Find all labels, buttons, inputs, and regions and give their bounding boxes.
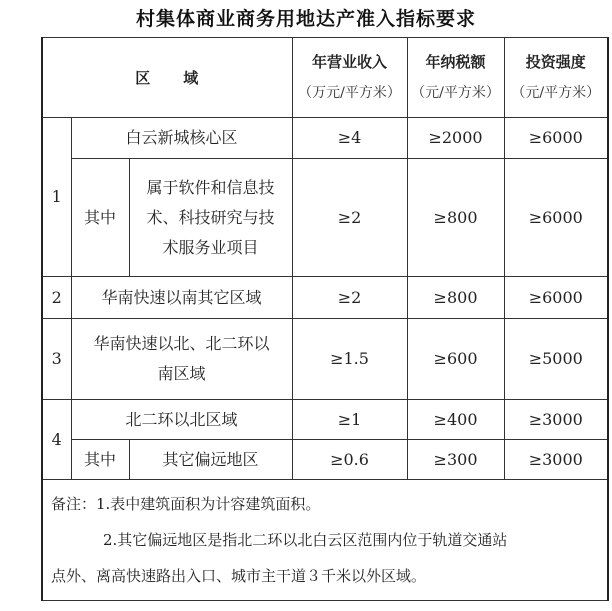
tax-cell: ≥2000 xyxy=(407,118,504,159)
row-number: 2 xyxy=(42,277,71,319)
header-revenue xyxy=(292,38,407,118)
area-cell xyxy=(71,319,292,400)
invest-cell: ≥6000 xyxy=(504,277,608,319)
invest-cell: ≥5000 xyxy=(504,319,608,400)
table-row xyxy=(42,118,608,159)
revenue-cell: ≥0.6 xyxy=(292,440,407,480)
sub-label: 其中 xyxy=(71,440,129,480)
revenue-cell: ≥2 xyxy=(292,277,407,319)
page-title: 村集体商业商务用地达产准入指标要求 xyxy=(135,8,476,30)
revenue-cell: ≥1.5 xyxy=(292,319,407,400)
tax-cell: ≥300 xyxy=(407,440,504,480)
header-row xyxy=(42,38,608,118)
area-line: 属于软件和信息技 xyxy=(146,177,275,197)
row-number: 3 xyxy=(42,319,71,400)
row-number: 4 xyxy=(42,400,71,480)
area-cell: 北二环以北区域 xyxy=(71,400,292,440)
tax-cell: ≥800 xyxy=(407,159,504,277)
note-line: 2.其它偏远地区是指北二环以北白云区范围内位于轨道交通站 xyxy=(103,531,508,549)
note-line: 点外、离高快速路出入口、城市主干道３千米以外区域。 xyxy=(51,567,427,585)
indicator-table xyxy=(41,37,609,601)
header-tax-label: 年纳税额 xyxy=(425,53,486,72)
area-cell: 华南快速以南其它区域 xyxy=(71,277,292,319)
note-line: 备注：1.表中建筑面积为计容建筑面积。 xyxy=(51,495,321,513)
revenue-cell: ≥1 xyxy=(292,400,407,440)
header-tax xyxy=(407,38,504,118)
table-row xyxy=(42,440,608,480)
table-row xyxy=(42,277,608,319)
area-cell xyxy=(129,159,292,277)
table-row xyxy=(42,159,608,277)
header-invest-unit: （元/平方米） xyxy=(511,85,601,102)
area-line: 华南快速以北、北二环以 xyxy=(93,334,270,353)
tax-cell: ≥600 xyxy=(407,319,504,400)
notes-cell xyxy=(42,480,608,601)
revenue-cell: ≥2 xyxy=(292,159,407,277)
invest-cell: ≥6000 xyxy=(504,159,608,277)
tax-cell: ≥400 xyxy=(407,400,504,440)
area-line: 术服务业项目 xyxy=(162,237,259,257)
table-row xyxy=(42,400,608,440)
header-invest-label: 投资强度 xyxy=(525,53,586,72)
area-line: 南区域 xyxy=(157,364,206,383)
row-number: 1 xyxy=(42,118,71,277)
invest-cell: ≥3000 xyxy=(504,440,608,480)
area-line: 术、科技研究与技 xyxy=(146,207,275,227)
sub-label: 其中 xyxy=(71,159,129,277)
revenue-cell: ≥4 xyxy=(292,118,407,159)
notes-row xyxy=(42,480,608,601)
invest-cell: ≥3000 xyxy=(504,400,608,440)
area-cell: 白云新城核心区 xyxy=(71,118,292,159)
area-cell: 其它偏远地区 xyxy=(129,440,292,480)
invest-cell: ≥6000 xyxy=(504,118,608,159)
header-region: 区 域 xyxy=(42,38,292,118)
header-revenue-unit: （万元/平方米） xyxy=(298,85,401,102)
header-invest xyxy=(504,38,608,118)
table-row xyxy=(42,319,608,400)
tax-cell: ≥800 xyxy=(407,277,504,319)
header-tax-unit: （元/平方米） xyxy=(411,85,500,102)
header-revenue-label: 年营业收入 xyxy=(312,53,388,72)
